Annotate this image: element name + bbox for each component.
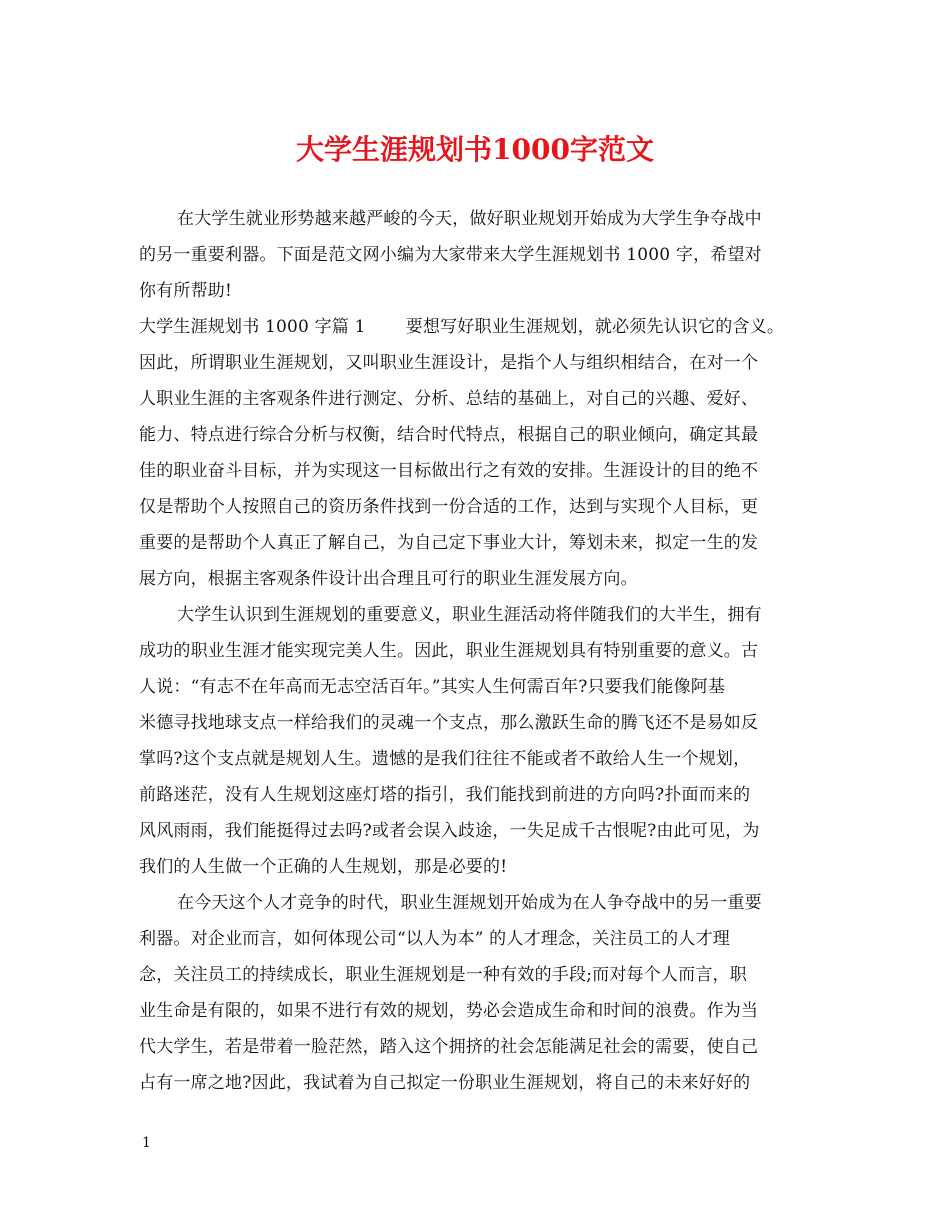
paragraph-line: 大学生认识到生涯规划的重要意义，职业生涯活动将伴随我们的大半生，拥有	[177, 605, 762, 625]
paragraph-line: 你有所帮助!	[139, 281, 233, 301]
paragraph-line: 念，关注员工的持续成长，职业生涯规划是一种有效的手段;而对每个人而言，职	[139, 965, 747, 985]
paragraph-line: 占有一席之地?因此，我试着为自己拟定一份职业生涯规划，将自己的未来好好的	[139, 1073, 751, 1093]
document-title: 大学生涯规划书1000字范文	[296, 133, 654, 166]
paragraph-line: 人职业生涯的主客观条件进行测定、分析、总结的基础上，对自己的兴趣、爱好、	[139, 389, 759, 409]
paragraph-line: 风风雨雨，我们能挺得过去吗?或者会误入歧途，一失足成千古恨呢?由此可见，为	[139, 821, 760, 841]
paragraph-line: 佳的职业奋斗目标，并为实现这一目标做出行之有效的安排。生涯设计的目的绝不	[139, 461, 759, 481]
paragraph-line: 成功的职业生涯才能实现完美人生。因此，职业生涯规划具有特别重要的意义。古	[139, 641, 759, 661]
page-number: 1	[142, 1135, 151, 1151]
paragraph-line: 我们的人生做一个正确的人生规划，那是必要的!	[139, 857, 508, 877]
paragraph-line: 在今天这个人才竞争的时代，职业生涯规划开始成为在人争夺战中的另一重要	[177, 893, 762, 913]
paragraph-line: 仅是帮助个人按照自己的资历条件找到一份合适的工作，达到与实现个人目标，更	[139, 497, 759, 517]
paragraph-line: 的另一重要利器。下面是范文网小编为大家带来大学生涯规划书 1000 字，希望对	[139, 245, 762, 265]
paragraph-line: 利器。对企业而言，如何体现公司“以人为本” 的人才理念，关注员工的人才理	[139, 929, 730, 949]
paragraph-line: 能力、特点进行综合分析与权衡，结合时代特点，根据自己的职业倾向，确定其最	[139, 425, 759, 445]
paragraph-line: 在大学生就业形势越来越严峻的今天，做好职业规划开始成为大学生争夺战中	[177, 209, 762, 229]
paragraph-line: 掌吗?这个支点就是规划人生。遗憾的是我们往往不能或者不敢给人生一个规划，	[139, 749, 751, 769]
paragraph-line: 因此，所谓职业生涯规划，又叫职业生涯设计，是指个人与组织相结合，在对一个	[139, 353, 759, 373]
paragraph-line: 前路迷茫，没有人生规划这座灯塔的指引，我们能找到前进的方向吗?扑面而来的	[139, 785, 751, 805]
paragraph-line: 人说：“有志不在年高而无志空活百年。”其实人生何需百年?只要我们能像阿基	[139, 677, 726, 697]
paragraph-line: 业生命是有限的，如果不进行有效的规划，势必会造成生命和时间的浪费。作为当	[139, 1001, 759, 1021]
paragraph-line: 大学生涯规划书 1000 字篇 1 要想写好职业生涯规划，就必须先认识它的含义。	[139, 317, 785, 337]
paragraph-line: 代大学生，若是带着一脸茫然，踏入这个拥挤的社会怎能满足社会的需要，使自己	[139, 1037, 759, 1057]
paragraph-line: 重要的是帮助个人真正了解自己，为自己定下事业大计，筹划未来，拟定一生的发	[139, 533, 759, 553]
paragraph-line: 米德寻找地球支点一样给我们的灵魂一个支点，那么激跃生命的腾飞还不是易如反	[139, 713, 759, 733]
paragraph-line: 展方向，根据主客观条件设计出合理且可行的职业生涯发展方向。	[139, 569, 638, 589]
